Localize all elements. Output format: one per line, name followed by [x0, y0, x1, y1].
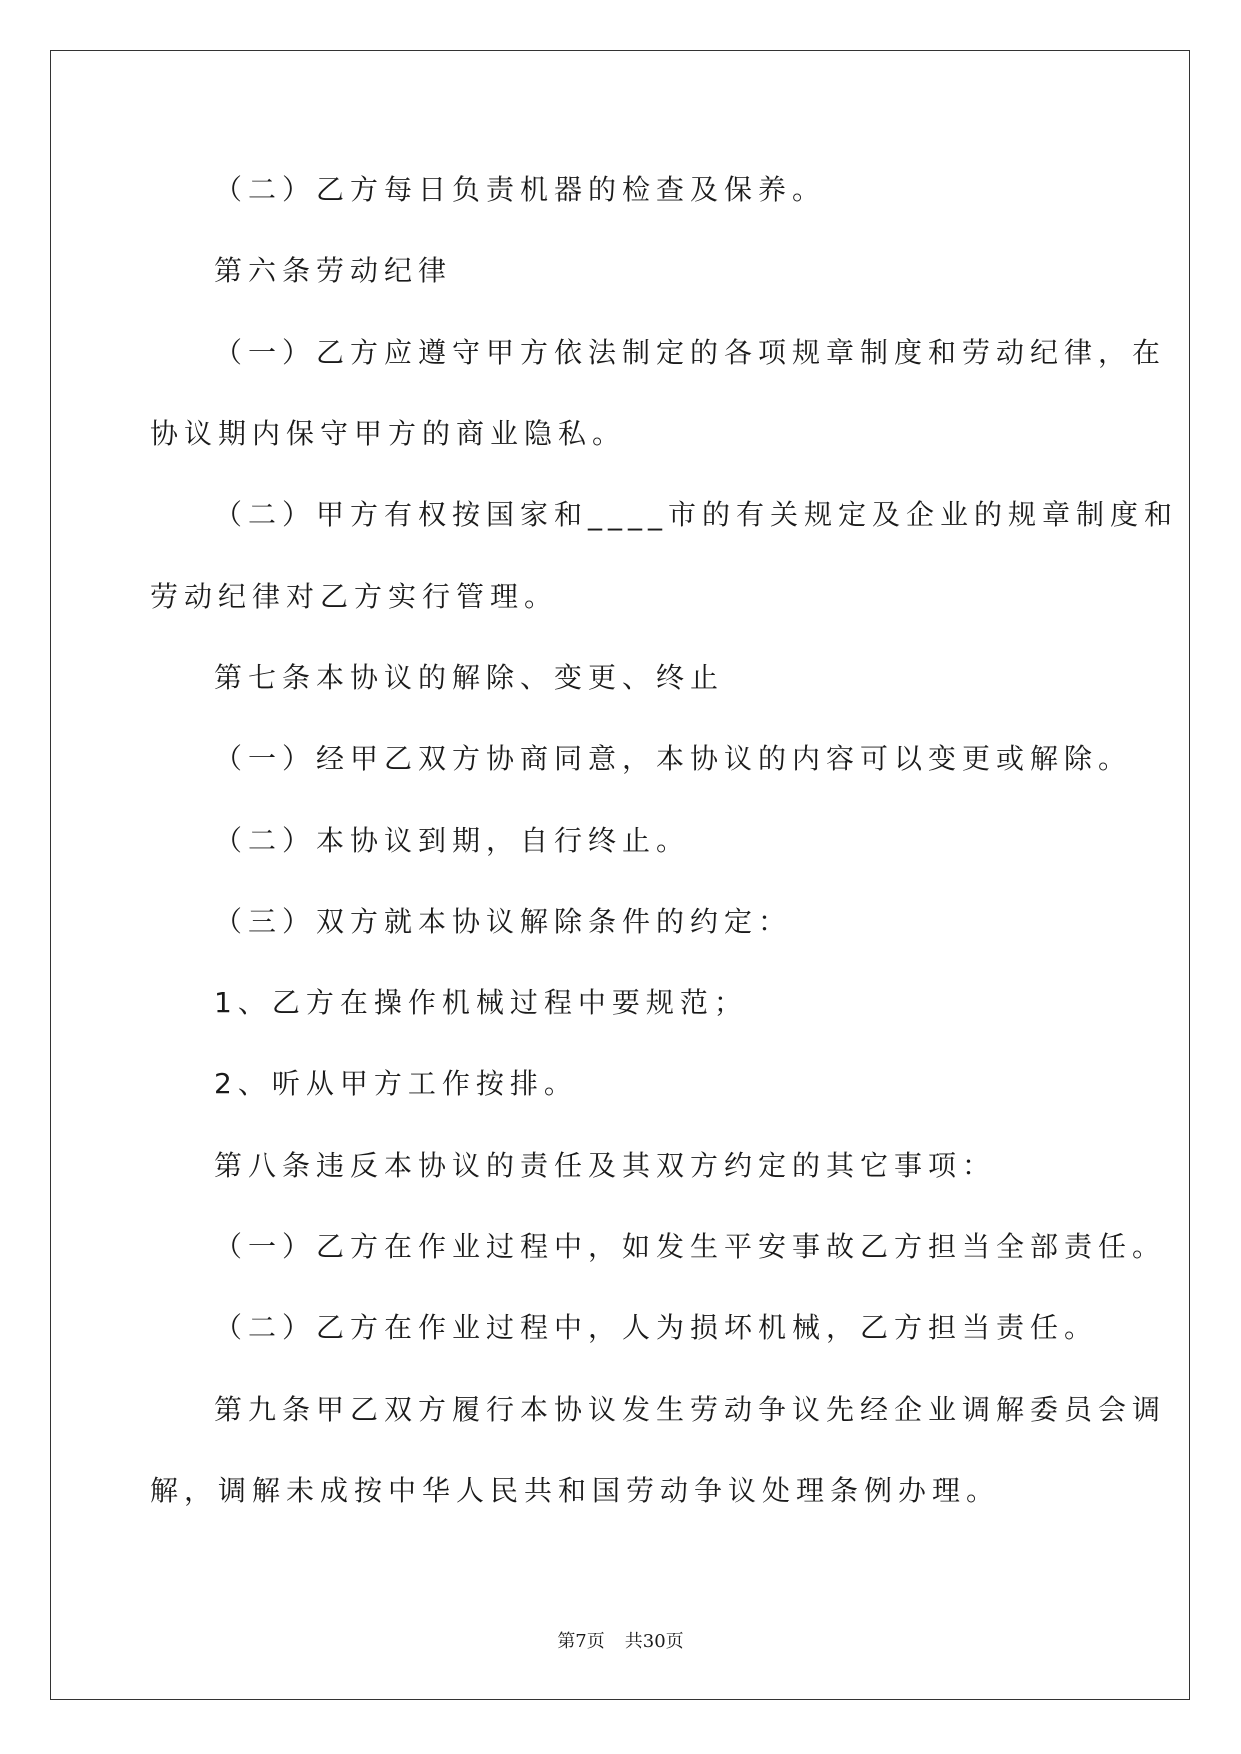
paragraph-line: （二）乙方每日负责机器的检查及保养。 [214, 173, 827, 206]
page-border [50, 50, 1190, 1700]
paragraph-line: （二）乙方在作业过程中，人为损坏机械，乙方担当责任。 [214, 1311, 1099, 1344]
page-number-total: 共30页 [624, 1631, 684, 1652]
page-footer [0, 1629, 1241, 1655]
paragraph-line: （二）本协议到期，自行终止。 [214, 824, 691, 857]
paragraph-line: 协议期内保守甲方的商业隐私。 [150, 417, 627, 450]
paragraph-line: （二）甲方有权按国家和____市的有关规定及企业的规章制度和 [214, 498, 1179, 531]
page-number-current: 第7页 [557, 1631, 605, 1652]
section-heading: 第七条本协议的解除、变更、终止 [214, 661, 725, 694]
paragraph-line: 劳动纪律对乙方实行管理。 [150, 580, 559, 613]
paragraph-line: （一）乙方应遵守甲方依法制定的各项规章制度和劳动纪律，在 [214, 336, 1167, 369]
list-item: 2、听从甲方工作按排。 [214, 1067, 578, 1100]
list-item: 1、乙方在操作机械过程中要规范； [214, 986, 748, 1019]
paragraph-line: （一）乙方在作业过程中，如发生平安事故乙方担当全部责任。 [214, 1230, 1167, 1263]
paragraph-line: 解，调解未成按中华人民共和国劳动争议处理条例办理。 [150, 1474, 1001, 1507]
paragraph-line: （一）经甲乙双方协商同意，本协议的内容可以变更或解除。 [214, 742, 1133, 775]
section-heading: 第六条劳动纪律 [214, 254, 453, 287]
section-heading: 第八条违反本协议的责任及其双方约定的其它事项： [214, 1149, 997, 1182]
section-heading: 第九条甲乙双方履行本协议发生劳动争议先经企业调解委员会调 [214, 1393, 1167, 1426]
paragraph-line: （三）双方就本协议解除条件的约定： [214, 905, 793, 938]
